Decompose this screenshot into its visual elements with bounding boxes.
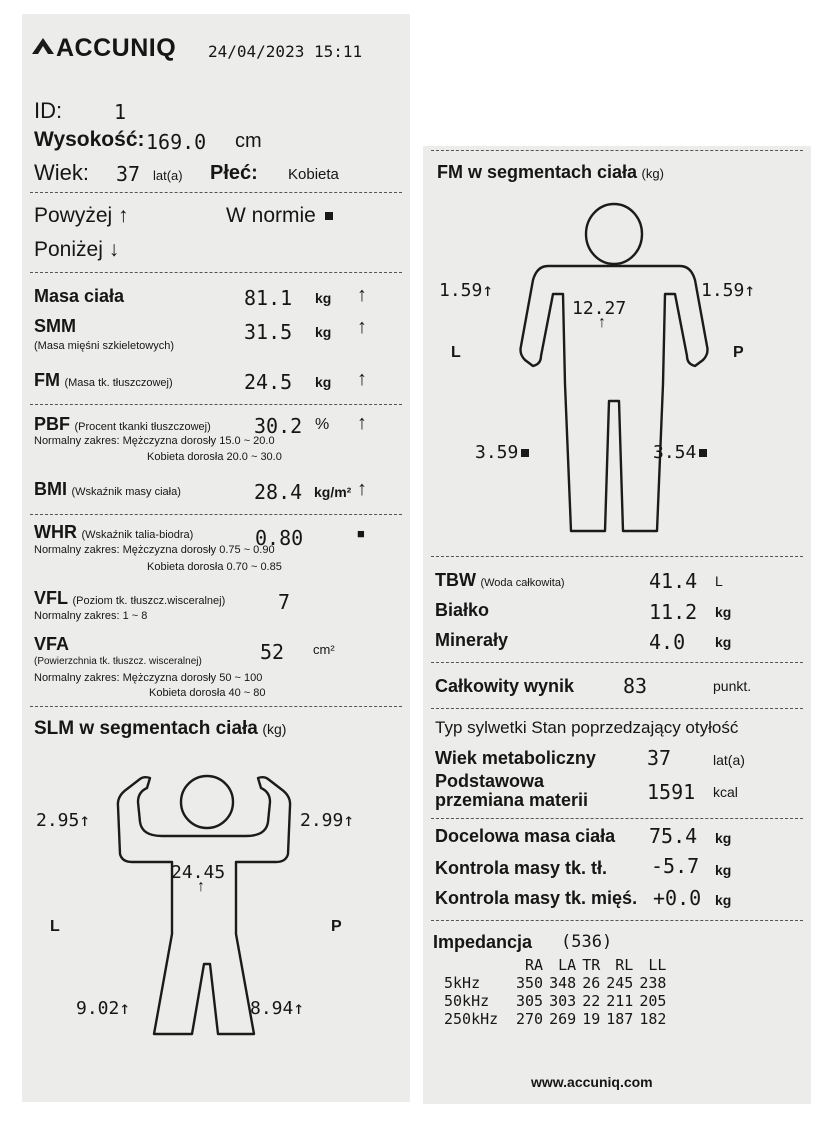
accuniq-logo-icon — [30, 36, 56, 56]
impedance-cell: 348 — [549, 974, 577, 992]
smm-label: SMM — [34, 316, 76, 336]
divider — [431, 920, 803, 921]
metabolic-age-unit: lat(a) — [713, 752, 745, 768]
vfa-unit: cm² — [313, 642, 335, 657]
target-mass-value: 75.4 — [649, 824, 698, 848]
impedance-label: Impedancja — [433, 932, 533, 952]
impedance-cell: 26 — [582, 974, 601, 992]
impedance-freq: 50kHz — [444, 992, 490, 1010]
slm-left-arm: 2.95↑ — [36, 810, 91, 831]
impedance-cell: 19 — [582, 1010, 601, 1028]
slm-left-leg: 9.02↑ — [76, 998, 131, 1019]
muscle-control-value: +0.0 — [653, 886, 702, 910]
brand-name: ACCUNIQ — [56, 34, 177, 62]
arrow-up-icon: ↑ — [357, 368, 367, 390]
figure-outline — [118, 777, 290, 1034]
impedance-freq: 5kHz — [444, 974, 481, 992]
height-label: Wysokość: — [34, 128, 145, 151]
fat-control-unit: kg — [715, 862, 732, 878]
divider — [431, 818, 803, 819]
impedance-cell: 305 — [516, 992, 544, 1010]
square-icon — [521, 449, 529, 457]
minerals-value: 4.0 — [649, 630, 686, 654]
impedance-cell: 350 — [516, 974, 544, 992]
muscle-control-unit: kg — [715, 892, 732, 908]
pbf-range-1: Normalny zakres: Mężczyzna dorosły 15.0 ~ 20.0 — [34, 435, 275, 447]
impedance-count: (536) — [561, 932, 613, 952]
square-icon: ■ — [357, 526, 365, 541]
whr-label-row — [34, 522, 193, 543]
bmi-unit: kg/m² — [314, 484, 352, 500]
sex-value: Kobieta — [288, 166, 339, 183]
target-mass-unit: kg — [715, 830, 732, 846]
legend-normal: W normie — [226, 204, 333, 228]
arrow-up-icon: ↑ — [482, 280, 494, 301]
bmr-unit: kcal — [713, 784, 738, 800]
silhouette-label: Typ sylwetki — [435, 718, 527, 737]
score-label: Całkowity wynik — [435, 676, 575, 696]
whr-value: 0.80 — [255, 526, 304, 550]
vfl-label: VFL — [34, 588, 68, 608]
vfa-label: VFA — [34, 634, 70, 654]
arrow-up-icon: ↑ — [79, 810, 91, 831]
impedance-col-header: LL — [648, 956, 667, 974]
pbf-unit: % — [315, 416, 330, 433]
square-icon — [699, 449, 707, 457]
fm-right-arm: 1.59↑ — [701, 280, 756, 301]
impedance-cell: 205 — [639, 992, 667, 1010]
tbw-label: TBW — [435, 570, 476, 590]
pbf-label-row — [34, 414, 211, 435]
divider — [431, 556, 803, 557]
arrow-up-icon: ↑ — [357, 284, 367, 306]
arrow-up-icon: ↑ — [343, 810, 355, 831]
bmr-value: 1591 — [647, 780, 696, 804]
fm-segments-title: FM w segmentach ciała — [437, 162, 638, 182]
age-unit: lat(a) — [153, 168, 183, 183]
height-value: 169.0 — [146, 130, 207, 154]
pbf-sublabel: (Procent tkanki tłuszczowej) — [74, 421, 211, 433]
arrow-up-icon: ↑ — [598, 314, 606, 331]
id-value: 1 — [114, 100, 127, 124]
fm-segments-title-row — [437, 162, 664, 183]
protein-value: 11.2 — [649, 600, 698, 624]
pbf-label: PBF — [34, 414, 70, 434]
impedance-header-row — [441, 956, 669, 974]
pbf-range-2: Kobieta dorosła 20.0 ~ 30.0 — [147, 451, 282, 463]
slm-trunk: 24.45 — [171, 862, 226, 883]
divider — [30, 404, 402, 405]
vfa-sublabel: (Powierzchnia tk. tłuszcz. wisceralnej) — [34, 656, 202, 667]
fm-label: FM — [34, 370, 60, 390]
arrow-down-icon: ↓ — [108, 238, 120, 261]
report-datetime: 24/04/2023 15:11 — [208, 42, 363, 61]
whr-sublabel: (Wskaźnik talia-biodra) — [81, 529, 194, 541]
slm-title-row — [34, 718, 286, 740]
protein-unit: kg — [715, 604, 732, 620]
impedance-cell: 270 — [516, 1010, 544, 1028]
receipt-right — [423, 146, 811, 1104]
fm-trunk: 12.27 — [572, 298, 627, 319]
muscle-body-figure — [22, 744, 410, 1094]
height-unit: cm — [235, 130, 262, 152]
footer-url: www.accuniq.com — [531, 1074, 653, 1090]
bmi-label: BMI — [34, 479, 67, 499]
slm-unit: (kg) — [262, 721, 287, 737]
arrow-up-icon: ↑ — [357, 412, 367, 434]
vfl-range: Normalny zakres: 1 ~ 8 — [34, 610, 148, 622]
mass-unit: kg — [315, 290, 332, 306]
slm-left-side: L — [50, 918, 60, 935]
arrow-up-icon: ↑ — [357, 316, 367, 338]
tbw-label-row — [435, 570, 565, 591]
fm-left-leg: 3.59 — [475, 442, 529, 463]
silhouette-row — [435, 718, 738, 738]
fat-body-figure — [423, 196, 811, 536]
impedance-cell: 238 — [639, 974, 667, 992]
vfl-label-row — [34, 588, 225, 609]
smm-unit: kg — [315, 324, 332, 340]
muscle-control-label: Kontrola masy tk. mięś. — [435, 888, 638, 908]
tbw-value: 41.4 — [649, 569, 698, 593]
arrow-up-icon: ↑ — [119, 998, 131, 1019]
bmi-label-row — [34, 479, 181, 500]
whr-range-1: Normalny zakres: Mężczyzna dorosły 0.75 ~ 0.90 — [34, 544, 275, 556]
divider — [30, 706, 402, 707]
age-value: 37 — [116, 162, 141, 186]
fm-left-side: L — [451, 344, 461, 361]
fm-right-side: P — [733, 344, 744, 361]
smm-value: 31.5 — [244, 320, 293, 344]
minerals-unit: kg — [715, 634, 732, 650]
vfa-range-1: Normalny zakres: Mężczyzna dorosły 50 ~ 100 — [34, 672, 263, 684]
tbw-unit: L — [715, 573, 723, 589]
table-row — [441, 992, 669, 1010]
bmr-label: Podstawowa przemiana materii — [435, 771, 589, 810]
score-value: 83 — [623, 674, 648, 698]
divider — [30, 272, 402, 273]
impedance-col-header: RL — [615, 956, 634, 974]
table-row — [441, 974, 669, 992]
impedance-cell: 303 — [549, 992, 577, 1010]
impedance-table — [441, 956, 669, 1028]
id-label: ID: — [34, 98, 63, 123]
slm-right-side: P — [331, 918, 342, 935]
bmi-sublabel: (Wskaźnik masy ciała) — [71, 486, 181, 498]
divider — [30, 192, 402, 193]
figure-head — [181, 776, 233, 828]
figure-head — [586, 204, 642, 264]
vfa-range-2: Kobieta dorosła 40 ~ 80 — [149, 687, 266, 699]
smm-sublabel: (Masa mięśni szkieletowych) — [34, 340, 174, 352]
vfl-sublabel: (Poziom tk. tłuszcz.wisceralnej) — [72, 595, 226, 607]
fm-left-arm: 1.59↑ — [439, 280, 494, 301]
fat-control-label: Kontrola masy tk. tł. — [435, 858, 608, 878]
arrow-up-icon: ↑ — [197, 878, 205, 895]
arrow-up-icon: ↑ — [357, 478, 367, 500]
fm-segments-unit: (kg) — [641, 166, 664, 181]
square-icon — [325, 212, 333, 220]
impedance-cell: 211 — [606, 992, 634, 1010]
mass-label: Masa ciała — [34, 286, 125, 306]
target-mass-label: Docelowa masa ciała — [435, 826, 616, 846]
divider — [30, 514, 402, 515]
divider — [431, 708, 803, 709]
impedance-cell: 245 — [606, 974, 634, 992]
divider — [431, 662, 803, 663]
table-row — [441, 1010, 669, 1028]
vfa-value: 52 — [260, 640, 285, 664]
slm-title: SLM w segmentach ciała — [34, 718, 258, 739]
whr-range-2: Kobieta dorosła 0.70 ~ 0.85 — [147, 561, 282, 573]
tbw-sublabel: (Woda całkowita) — [480, 577, 565, 589]
mass-value: 81.1 — [244, 286, 293, 310]
impedance-col-header: RA — [525, 956, 544, 974]
protein-label: Białko — [435, 600, 490, 620]
fm-value: 24.5 — [244, 370, 293, 394]
arrow-up-icon: ↑ — [744, 280, 756, 301]
impedance-freq: 250kHz — [444, 1010, 499, 1028]
age-label: Wiek: — [34, 160, 89, 185]
slm-right-arm: 2.99↑ — [300, 810, 355, 831]
slm-right-leg: 8.94↑ — [250, 998, 305, 1019]
bmi-value: 28.4 — [254, 480, 303, 504]
impedance-cell: 187 — [606, 1010, 634, 1028]
sex-label: Płeć: — [210, 162, 258, 184]
whr-label: WHR — [34, 522, 77, 542]
arrow-up-icon: ↑ — [293, 998, 305, 1019]
impedance-cell: 269 — [549, 1010, 577, 1028]
metabolic-age-value: 37 — [647, 746, 672, 770]
impedance-col-header: TR — [582, 956, 601, 974]
impedance-col-header: LA — [558, 956, 577, 974]
fm-unit: kg — [315, 374, 332, 390]
silhouette-value: Stan poprzedzający otyłość — [531, 718, 739, 737]
impedance-cell: 22 — [582, 992, 601, 1010]
divider — [431, 150, 803, 151]
fat-control-value: -5.7 — [651, 854, 700, 878]
pbf-value: 30.2 — [254, 414, 303, 438]
score-unit: punkt. — [713, 678, 752, 694]
fm-right-leg: 3.54 — [653, 442, 707, 463]
fm-label-row — [34, 370, 173, 391]
minerals-label: Minerały — [435, 630, 509, 650]
receipt-left — [22, 14, 410, 1102]
vfl-value: 7 — [278, 590, 291, 614]
legend-below: Poniżej ↓ — [34, 238, 120, 261]
legend-above: Powyżej ↑ — [34, 204, 129, 227]
fm-sublabel: (Masa tk. tłuszczowej) — [64, 377, 173, 389]
arrow-up-icon: ↑ — [118, 204, 129, 227]
metabolic-age-label: Wiek metaboliczny — [435, 748, 596, 768]
impedance-cell: 182 — [639, 1010, 667, 1028]
